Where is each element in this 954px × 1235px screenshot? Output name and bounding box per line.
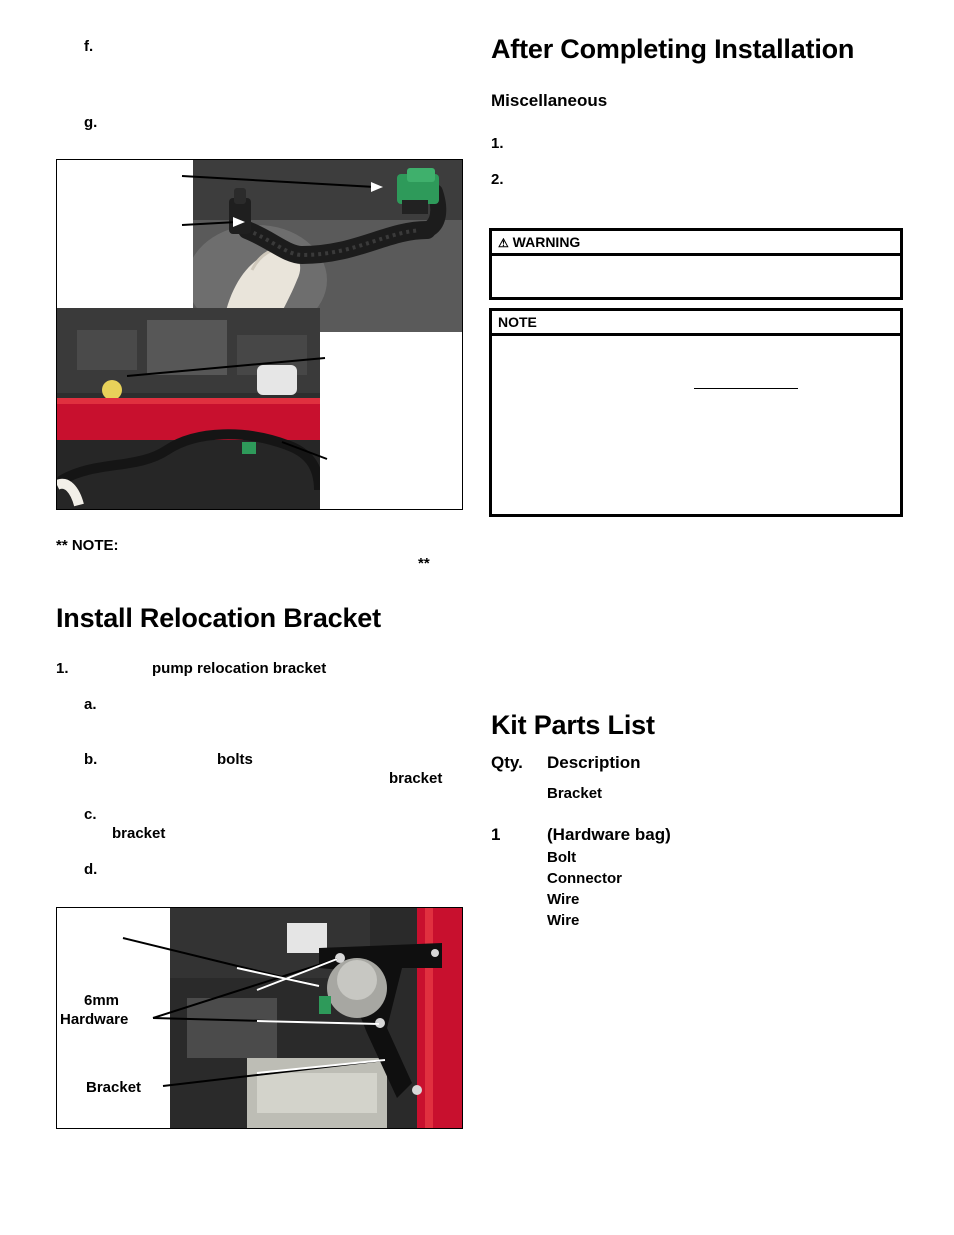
install-step-c-bracket: bracket — [112, 825, 166, 842]
miscellaneous-subheading: Miscellaneous — [491, 91, 608, 110]
note-box — [489, 308, 903, 517]
warning-header — [492, 231, 900, 256]
install-step-1-text: pump relocation bracket — [152, 660, 327, 677]
kit-parts-heading: Kit Parts List — [491, 710, 655, 740]
kit-col-description: Description — [547, 753, 641, 772]
bracket-figure — [56, 907, 463, 1129]
kit-row-1-description: Bracket — [547, 785, 603, 802]
kit-col-qty: Qty. — [491, 753, 523, 772]
install-step-a-label: a. — [84, 696, 97, 713]
kit-hardware-item: Connector — [547, 870, 622, 887]
install-step-d-label: d. — [84, 861, 98, 878]
install-step-b-bracket: bracket — [389, 770, 443, 787]
bracket-label: Bracket — [86, 1079, 142, 1096]
step-g-label: g. — [84, 114, 98, 131]
kit-row-2-description: (Hardware bag) — [547, 825, 671, 844]
note-end-marker: ** — [418, 555, 430, 572]
warning-box — [489, 228, 903, 300]
hose-figure — [56, 159, 463, 510]
install-bracket-heading: Install Relocation Bracket — [56, 603, 381, 633]
engine-photo-bottom — [57, 308, 320, 509]
after-installation-heading: After Completing Installation — [491, 34, 855, 64]
kit-row-2-qty: 1 — [491, 825, 501, 844]
hardware-label: Hardware — [60, 1011, 129, 1028]
note-label: ** NOTE: — [56, 537, 119, 554]
install-step-b-label: b. — [84, 751, 98, 768]
kit-hardware-item: Wire — [547, 912, 580, 929]
install-step-b-bolts: bolts — [217, 751, 253, 768]
bracket-photo — [170, 908, 462, 1128]
hose-figure-illustration — [57, 160, 462, 509]
note-underline-rule — [694, 388, 798, 389]
step-f-label: f. — [84, 38, 94, 55]
note-header: NOTE — [492, 311, 900, 336]
warning-label: WARNING — [512, 234, 581, 250]
after-step-2: 2. — [491, 171, 504, 188]
hardware-label-size: 6mm — [84, 992, 120, 1009]
after-step-1: 1. — [491, 135, 504, 152]
install-step-1-number: 1. — [56, 660, 69, 677]
kit-hardware-item: Bolt — [547, 849, 577, 866]
kit-hardware-item: Wire — [547, 891, 580, 908]
install-step-c-label: c. — [84, 806, 97, 823]
warning-triangle-icon: ⚠ — [498, 236, 509, 250]
